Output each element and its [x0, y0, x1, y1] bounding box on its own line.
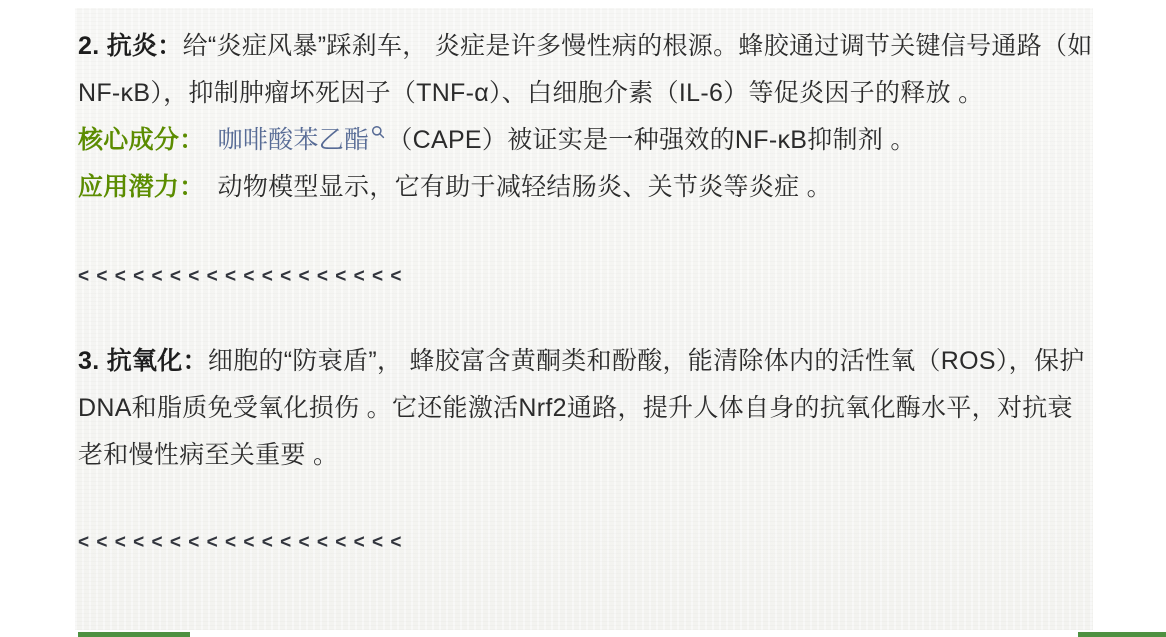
section3-body-text: 细胞的“防衰盾”， 蜂胶富含黄酮类和酚酸，能清除体内的活性氧（ROS），保护DNA和脂质免受氧化损伤 。它还能激活Nrf2通路，提升人体自身的抗氧化酶水平，对抗衰老和慢性病至关重要 。 — [78, 347, 1085, 469]
bottom-accent-bar-left — [78, 632, 190, 637]
section3-heading: 3. 抗氧化： — [78, 347, 208, 375]
section2-heading: 2. 抗炎： — [78, 32, 183, 60]
chevron-separator-2: < < < < < < < < < < < < < < < < < < — [78, 532, 403, 553]
paragraph-anti-inflammatory — [78, 23, 1093, 117]
document-page — [75, 8, 1093, 630]
application-label: 应用潜力： — [78, 173, 205, 201]
bottom-accent-bar-right — [1078, 632, 1166, 637]
application-line — [78, 164, 1093, 211]
paragraph-antioxidant — [78, 338, 1093, 479]
core-component-line — [78, 117, 1093, 164]
chevron-separator-1: < < < < < < < < < < < < < < < < < < — [78, 266, 403, 287]
cape-term-link-text[interactable]: 咖啡酸苯乙酯 — [217, 126, 370, 154]
core-component-text: （CAPE）被证实是一种强效的NF-κB抑制剂 。 — [387, 126, 916, 154]
article-content — [75, 8, 1093, 566]
core-component-label: 核心成分： — [78, 126, 205, 154]
search-icon[interactable] — [371, 125, 385, 139]
cape-term-link[interactable] — [218, 126, 388, 154]
application-text: 动物模型显示，它有助于减轻结肠炎、关节炎等炎症 。 — [217, 173, 832, 201]
section2-body-text: 给“炎症风暴”踩刹车， 炎症是许多慢性病的根源。蜂胶通过调节关键信号通路（如NF-κB），抑制肿瘤坏死因子（TNF-α）、白细胞介素（IL-6）等促炎因子的释放 。 — [78, 32, 1093, 107]
